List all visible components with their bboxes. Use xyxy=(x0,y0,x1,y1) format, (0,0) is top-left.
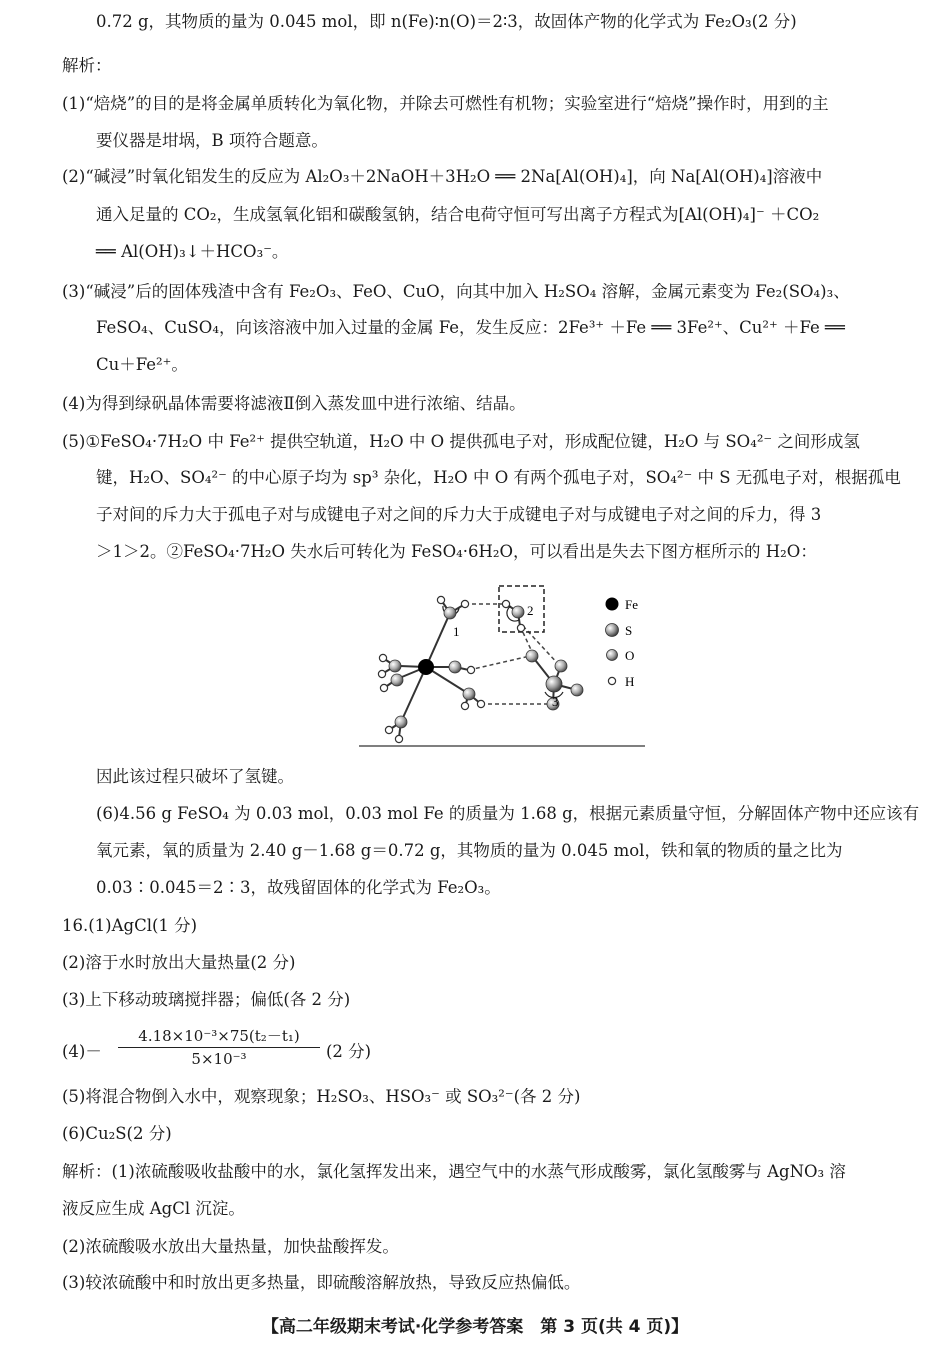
formula-suffix: (2 分) xyxy=(326,1042,372,1061)
text-line: 因此该过程只破坏了氢键。 xyxy=(96,767,294,786)
page-footer: 【高二年级期末考试·化学参考答案 第 3 页(共 4 页)】 xyxy=(261,1317,689,1337)
text-line: 0.72 g，其物质的量为 0.045 mol，即 n(Fe)∶n(O)＝2∶3，故固体产物的化学式为 Fe₂O₃(2 分) xyxy=(96,12,797,31)
angle-label-2: 2 xyxy=(527,603,534,618)
formula-denominator: 5×10⁻³ xyxy=(191,1050,247,1068)
text-line: 要仪器是坩埚，B 项符合题意。 xyxy=(96,131,328,150)
legend-h: H xyxy=(625,674,635,689)
formula-prefix: (4)－ xyxy=(62,1042,102,1061)
hydrogen-bond-structure-figure xyxy=(359,580,645,748)
text-line: 液反应生成 AgCl 沉淀。 xyxy=(62,1199,245,1218)
text-line: ══ Al(OH)₃↓＋HCO₃⁻。 xyxy=(96,242,289,261)
text-line: 解析：(1)浓硫酸吸收盐酸中的水，氯化氢挥发出来，遇空气中的水蒸气形成酸雾，氯化氢酸雾与 AgNO₃ 溶 xyxy=(62,1162,846,1181)
text-line: 解析： xyxy=(62,56,112,75)
text-line: (3)较浓硫酸中和时放出更多热量，即硫酸溶解放热，导致反应热偏低。 xyxy=(62,1273,581,1292)
text-line: 键，H₂O、SO₄²⁻ 的中心原子均为 sp³ 杂化，H₂O 中 O 有两个孤电子对，SO₄²⁻ 中 S 无孤电子对，根据孤电 xyxy=(96,468,901,487)
text-line: ＞1＞2。②FeSO₄·7H₂O 失水后可转化为 FeSO₄·6H₂O，可以看出是失去下图方框所示的 H₂O： xyxy=(96,542,817,561)
legend-fe: Fe xyxy=(625,597,638,612)
text-line: Cu＋Fe²⁺。 xyxy=(96,355,188,374)
formula-fraction xyxy=(114,1026,324,1069)
legend-o: O xyxy=(625,648,635,663)
text-line: (5)将混合物倒入水中，观察现象；H₂SO₃、HSO₃⁻ 或 SO₃²⁻(各 2 分) xyxy=(62,1087,581,1106)
text-line: (6)4.56 g FeSO₄ 为 0.03 mol，0.03 mol Fe 的质量为 1.68 g，根据元素质量守恒，分解固体产物中还应该有 xyxy=(96,804,920,823)
text-line: FeSO₄、CuSO₄，向该溶液中加入过量的金属 Fe，发生反应：2Fe³⁺ ＋Fe ══ 3Fe²⁺、Cu²⁺ ＋Fe ══ xyxy=(96,318,845,337)
text-line: 通入足量的 CO₂，生成氢氧化铝和碳酸氢钠，结合电荷守恒可写出离子方程式为[Al(OH)₄]⁻ ＋CO₂ xyxy=(96,205,820,224)
question-16-heading: 16.(1)AgCl(1 分) xyxy=(62,916,198,935)
text-line: 氧元素，氧的质量为 2.40 g－1.68 g＝0.72 g，其物质的量为 0.045 mol，铁和氧的物质的量之比为 xyxy=(96,841,843,860)
fraction-bar xyxy=(118,1047,320,1048)
angle-label-3: 3 xyxy=(552,694,559,709)
text-line: (2)浓硫酸吸水放出大量热量，加快盐酸挥发。 xyxy=(62,1237,399,1256)
text-line: (1)“焙烧”的目的是将金属单质转化为氧化物，并除去可燃性有机物；实验室进行“焙烧”操作时，用到的主 xyxy=(62,94,829,113)
text-line: (6)Cu₂S(2 分) xyxy=(62,1124,172,1143)
text-line: 子对间的斥力大于孤电子对与成键电子对之间的斥力大于成键电子对与成键电子对之间的斥力，得 3 xyxy=(96,505,822,524)
text-line: (5)①FeSO₄·7H₂O 中 Fe²⁺ 提供空轨道，H₂O 中 O 提供孤电子对，形成配位键，H₂O 与 SO₄²⁻ 之间形成氢 xyxy=(62,432,860,451)
legend-s: S xyxy=(625,623,633,638)
angle-label-1: 1 xyxy=(453,624,460,639)
text-line: (2)溶于水时放出大量热量(2 分) xyxy=(62,953,296,972)
text-line: 0.03∶0.045＝2∶3，故残留固体的化学式为 Fe₂O₃。 xyxy=(96,878,501,897)
formula-numerator: 4.18×10⁻³×75(t₂－t₁) xyxy=(138,1027,300,1045)
text-line: (3)上下移动玻璃搅拌器；偏低(各 2 分) xyxy=(62,990,351,1009)
text-line: (4)为得到绿矾晶体需要将滤液Ⅱ倒入蒸发皿中进行浓缩、结晶。 xyxy=(62,394,526,413)
text-line: (3)“碱浸”后的固体残渣中含有 Fe₂O₃、FeO、CuO，向其中加入 H₂SO₄ 溶解，金属元素变为 Fe₂(SO₄)₃、 xyxy=(62,282,850,301)
text-line: (2)“碱浸”时氧化铝发生的反应为 Al₂O₃＋2NaOH＋3H₂O ══ 2Na[Al(OH)₄]，向 Na[Al(OH)₄]溶液中 xyxy=(62,167,823,186)
